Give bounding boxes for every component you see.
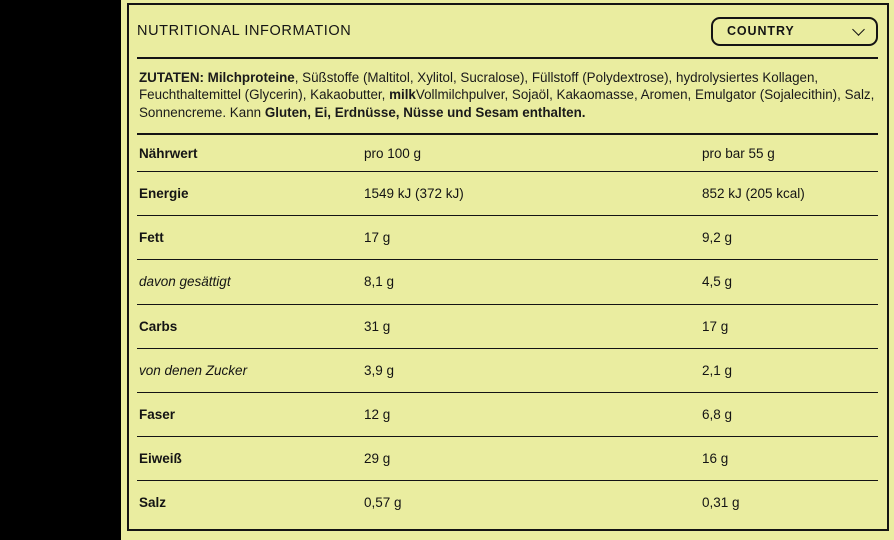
table-row bbox=[137, 305, 878, 349]
table-row bbox=[137, 216, 878, 260]
value-per-bar: 2,1 g bbox=[702, 362, 733, 378]
ingredients-segment: Gluten, Ei, Erdnüsse, Nüsse und Sesam enthalten. bbox=[264, 104, 586, 120]
value-per-bar: 4,5 g bbox=[702, 274, 733, 290]
value-per-100g: 12 g bbox=[364, 407, 391, 423]
value-per-100g: 17 g bbox=[364, 230, 391, 246]
chevron-down-icon bbox=[852, 23, 865, 36]
column-header-per-bar: pro bar 55 g bbox=[702, 145, 775, 161]
ingredients-segment: milk bbox=[389, 87, 416, 103]
value-per-bar: 852 kJ (205 kcal) bbox=[702, 186, 805, 202]
nutrient-name: Eiweiß bbox=[139, 451, 182, 467]
value-per-bar: 9,2 g bbox=[702, 230, 733, 246]
ingredients-segment: , Süßstoffe (Maltitol, Xylitol, Sucralose), Füllstoff (Polydextrose), hydrolysiertes Kollagen, Feuchthaltemittel (Glycerin), Kakaobutter, bbox=[139, 70, 819, 103]
country-selector-label: COUNTRY bbox=[727, 24, 795, 38]
nutrition-panel bbox=[127, 3, 889, 531]
panel-header bbox=[137, 5, 878, 57]
table-header-row bbox=[137, 135, 878, 172]
value-per-100g: 29 g bbox=[364, 451, 391, 467]
nutrient-name: Salz bbox=[139, 495, 167, 511]
value-per-bar: 6,8 g bbox=[702, 407, 733, 423]
panel-title: NUTRITIONAL INFORMATION bbox=[137, 23, 352, 39]
table-row bbox=[137, 481, 878, 524]
table-row bbox=[137, 437, 878, 481]
value-per-100g: 3,9 g bbox=[364, 362, 395, 378]
value-per-bar: 0,31 g bbox=[702, 495, 740, 511]
value-per-bar: 16 g bbox=[702, 451, 729, 467]
value-per-bar: 17 g bbox=[702, 318, 729, 334]
nutrient-name: davon gesättigt bbox=[139, 274, 231, 290]
ingredients-segment: ZUTATEN: Milchproteine bbox=[139, 70, 295, 85]
table-row bbox=[137, 349, 878, 393]
nutrient-name: Carbs bbox=[139, 318, 178, 334]
value-per-100g: 1549 kJ (372 kJ) bbox=[364, 186, 464, 202]
nutrient-name: von denen Zucker bbox=[139, 362, 248, 378]
nutrition-table bbox=[137, 135, 878, 525]
table-row bbox=[137, 393, 878, 437]
nutrient-name: Energie bbox=[139, 186, 189, 202]
ingredients-segment: Vollmilchpulver, Sojaöl, Kakaomasse, Aromen, Emulgator (Sojalecithin), Salz, Sonnencreme. Kann bbox=[139, 87, 875, 120]
nutrient-name: Fett bbox=[139, 230, 164, 246]
column-header-nutrient: Nährwert bbox=[139, 145, 198, 161]
ingredients-text bbox=[137, 59, 878, 135]
left-black-margin bbox=[0, 0, 121, 540]
value-per-100g: 8,1 g bbox=[364, 274, 395, 290]
column-header-per-100g: pro 100 g bbox=[364, 145, 422, 161]
table-row bbox=[137, 260, 878, 304]
country-selector[interactable] bbox=[711, 17, 878, 46]
table-body bbox=[137, 172, 878, 525]
nutrient-name: Faser bbox=[139, 407, 176, 423]
value-per-100g: 0,57 g bbox=[364, 495, 402, 511]
table-row bbox=[137, 172, 878, 216]
value-per-100g: 31 g bbox=[364, 318, 391, 334]
